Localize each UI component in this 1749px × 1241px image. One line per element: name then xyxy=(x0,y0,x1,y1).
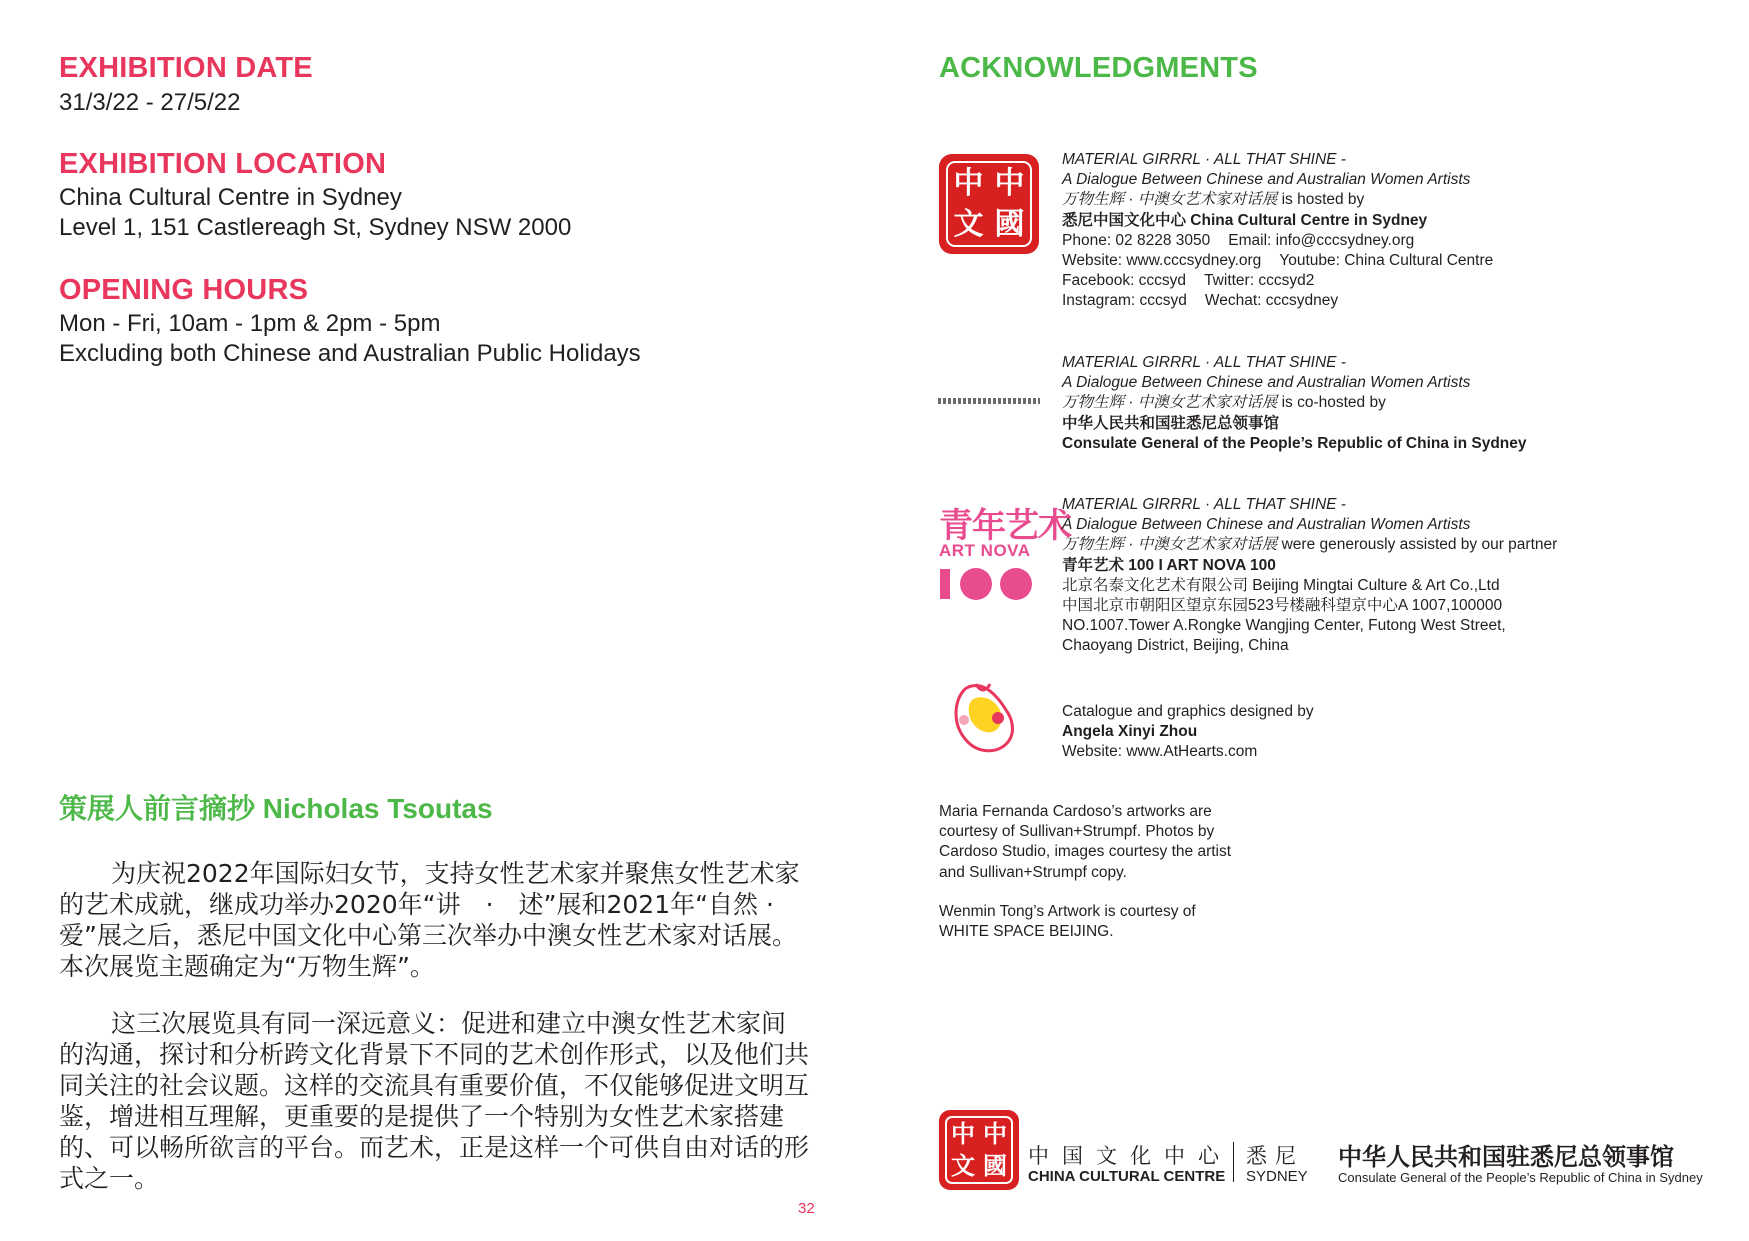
exhibition-location-heading: EXHIBITION LOCATION xyxy=(59,148,387,180)
note-line: courtesy of Sullivan+Strumpf. Photos by xyxy=(939,823,1215,841)
cardoso-note xyxy=(939,802,1231,883)
paragraph-line: 本次展览主题确定为“万物生辉”。 xyxy=(59,952,435,981)
paragraph-line: 的、可以畅所欲言的平台。而艺术，正是这样一个可供自由对话的形 xyxy=(59,1133,810,1162)
logo-digit-zero-icon xyxy=(1000,568,1032,600)
note-line: WHITE SPACE BEIJING. xyxy=(939,923,1114,941)
exhibition-subtitle-en: A Dialogue Between Chinese and Australian Women Artists xyxy=(1062,516,1471,534)
seal-char: 文 xyxy=(951,1151,975,1180)
partner-name: 青年艺术 100 I ART NOVA 100 xyxy=(1062,556,1276,574)
consulate-credit xyxy=(1062,353,1527,454)
logo-digit-one-icon xyxy=(940,569,950,599)
paragraph-line: 的艺术成就，继成功举办2020年“讲 · 述”展和2021年“自然 · xyxy=(59,890,774,919)
seal-char: 中 xyxy=(983,1119,1007,1148)
note-line: Cardoso Studio, images courtesy the artist xyxy=(939,843,1232,861)
paragraph-line: 式之一。 xyxy=(59,1164,160,1193)
exhibition-subtitle-en: A Dialogue Between Chinese and Australian Women Artists xyxy=(1062,171,1471,189)
opening-hours-line: Excluding both Chinese and Australian Public Holidays xyxy=(59,340,641,367)
partner-company: 北京名泰文化艺术有限公司 Beijing Mingtai Culture & Art Co.,Ltd xyxy=(1062,576,1500,594)
ccc-twitter: Twitter: cccsyd2 xyxy=(1204,272,1315,290)
footer-consulate-name-en: Consulate General of the People’s Republic of China in Sydney xyxy=(1338,1170,1703,1185)
consulate-logo-strip-icon xyxy=(938,398,1040,404)
designer-website[interactable]: Website: www.AtHearts.com xyxy=(1062,743,1258,761)
art-nova-100-logo-icon xyxy=(939,498,1071,608)
designer-credit xyxy=(1062,702,1314,763)
hosted-by-label: is hosted by xyxy=(1277,191,1365,209)
athearts-logo-icon xyxy=(950,680,1018,758)
exhibition-title-en: MATERIAL GIRRRL · ALL THAT SHINE - xyxy=(1062,354,1346,371)
ccc-instagram: Instagram: cccsyd xyxy=(1062,292,1187,310)
ccc-credit xyxy=(1062,150,1493,312)
paragraph-line: 这三次展览具有同一深远意义：促进和建立中澳女性艺术家间 xyxy=(111,1009,787,1038)
paragraph-line: 为庆祝2022年国际妇女节，支持女性艺术家并聚焦女性艺术家 xyxy=(111,859,800,888)
consulate-name-cn: 中华人民共和国驻悉尼总领事馆 xyxy=(1062,414,1280,432)
tong-note xyxy=(939,902,1196,942)
partner-address-en: NO.1007.Tower A.Rongke Wangjing Center, Futong West Street, xyxy=(1062,617,1506,635)
paragraph-line: 的沟通，探讨和分析跨文化背景下不同的艺术创作形式，以及他们共 xyxy=(59,1040,810,1069)
designer-name: Angela Xinyi Zhou xyxy=(1062,723,1198,741)
opening-hours-line: Mon - Fri, 10am - 1pm & 2pm - 5pm xyxy=(59,310,441,337)
paragraph-line: 鉴，增进相互理解，更重要的是提供了一个特别为女性艺术家搭建 xyxy=(59,1102,785,1131)
ccc-youtube: Youtube: China Cultural Centre xyxy=(1279,252,1494,270)
curator-paragraph-2 xyxy=(59,1008,839,1194)
exhibition-date-heading: EXHIBITION DATE xyxy=(59,52,313,84)
exhibition-title-cn: 万物生辉 · 中澳女艺术家对话展 xyxy=(1062,191,1278,209)
art-nova-logo-en: ART NOVA xyxy=(939,541,1031,560)
seal-char: 文 xyxy=(953,206,984,242)
exhibition-title-en: MATERIAL GIRRRL · ALL THAT SHINE - xyxy=(1062,151,1346,168)
curator-paragraph-1 xyxy=(59,858,839,982)
partner-address-en: Chaoyang District, Beijing, China xyxy=(1062,637,1289,655)
seal-char: 中 xyxy=(951,1119,975,1148)
footer-consulate-name-cn: 中华人民共和国驻悉尼总领事馆 xyxy=(1338,1143,1674,1171)
ccc-phone: Phone: 02 8228 3050 xyxy=(1062,231,1211,249)
seal-char: 國 xyxy=(994,206,1025,242)
exhibition-subtitle-en: A Dialogue Between Chinese and Australian Women Artists xyxy=(1062,374,1471,392)
paragraph-line: 同关注的社会议题。这样的交流具有重要价值，不仅能够促进文明互 xyxy=(59,1071,810,1100)
ccc-seal-logo-icon xyxy=(939,154,1039,254)
logo-digit-zero-icon xyxy=(960,568,992,600)
footer-divider xyxy=(1233,1142,1234,1182)
art-nova-logo-cn: 青年艺术 xyxy=(939,506,1071,546)
curator-foreword-heading: 策展人前言摘抄 Nicholas Tsoutas xyxy=(59,793,493,824)
seal-char: 中 xyxy=(994,165,1025,201)
exhibition-title-en: MATERIAL GIRRRL · ALL THAT SHINE - xyxy=(1062,496,1346,513)
ccc-facebook: Facebook: cccsyd xyxy=(1062,272,1187,290)
acknowledgments-heading: ACKNOWLEDGMENTS xyxy=(939,52,1258,84)
note-line: Wenmin Tong’s Artwork is courtesy of xyxy=(939,903,1196,920)
exhibition-title-cn: 万物生辉 · 中澳女艺术家对话展 xyxy=(1062,536,1278,554)
note-line: and Sullivan+Strumpf copy. xyxy=(939,863,1127,881)
designer-label: Catalogue and graphics designed by xyxy=(1062,703,1314,720)
seal-char: 國 xyxy=(983,1151,1007,1180)
footer-ccc-name-cn: 中国文化中心 xyxy=(1028,1144,1232,1168)
assisted-by-label: were generously assisted by our partner xyxy=(1277,536,1558,554)
consulate-name-en: Consulate General of the People’s Republic of China in Sydney xyxy=(1062,434,1527,452)
footer-sydney-cn: 悉尼 xyxy=(1246,1144,1304,1168)
ccc-wechat: Wechat: cccsydney xyxy=(1204,292,1339,310)
host-name: 悉尼中国文化中心 China Cultural Centre in Sydney xyxy=(1062,211,1428,229)
paragraph-line: 爱”展之后，悉尼中国文化中心第三次举办中澳女性艺术家对话展。 xyxy=(59,921,797,950)
exhibition-title-cn: 万物生辉 · 中澳女艺术家对话展 xyxy=(1062,394,1278,412)
ccc-email[interactable]: Email: info@cccsydney.org xyxy=(1228,231,1415,249)
note-line: Maria Fernanda Cardoso’s artworks are xyxy=(939,803,1212,820)
cohosted-by-label: is co-hosted by xyxy=(1277,394,1386,412)
opening-hours-heading: OPENING HOURS xyxy=(59,274,309,306)
exhibition-date-value: 31/3/22 - 27/5/22 xyxy=(59,89,241,116)
page-number: 32 xyxy=(798,1200,815,1217)
seal-char: 中 xyxy=(953,165,984,201)
footer-sydney-en: SYDNEY xyxy=(1246,1168,1308,1185)
footer-ccc-name-en: CHINA CULTURAL CENTRE xyxy=(1028,1168,1226,1185)
footer-ccc-seal-icon xyxy=(939,1110,1019,1190)
partner-address-cn: 中国北京市朝阳区望京东园523号楼融科望京中心A 1007,100000 xyxy=(1062,597,1503,615)
location-line: Level 1, 151 Castlereagh St, Sydney NSW 2000 xyxy=(59,214,572,241)
art-nova-credit xyxy=(1062,495,1557,657)
ccc-website[interactable]: Website: www.cccsydney.org xyxy=(1062,252,1262,270)
location-line: China Cultural Centre in Sydney xyxy=(59,184,402,211)
